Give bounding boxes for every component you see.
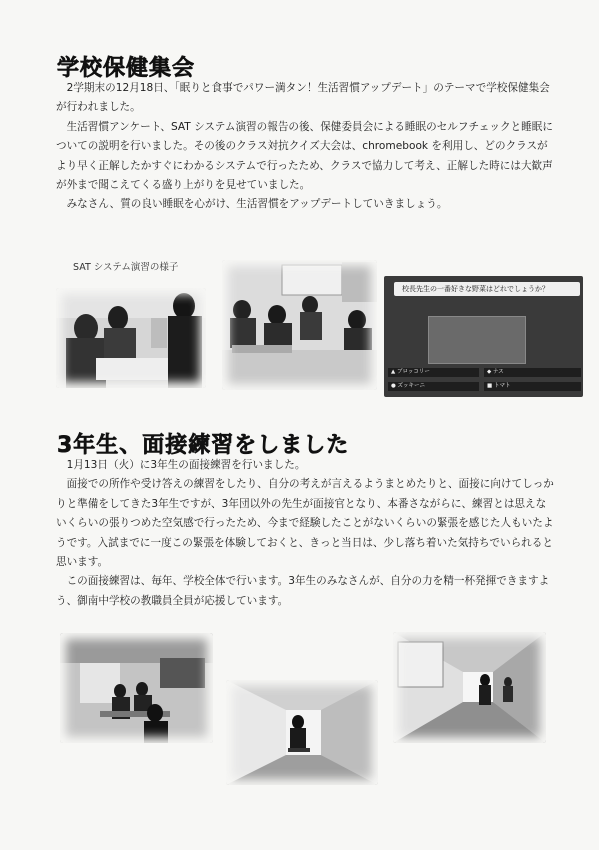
health-assembly-text	[56, 79, 554, 215]
interview-photo-2	[226, 680, 378, 785]
interview-photo-1	[60, 633, 213, 743]
quiz-image	[428, 316, 526, 364]
section-title-health-assembly: 学校保健集会	[57, 56, 196, 81]
sat-practice-photo-1	[56, 288, 206, 388]
quiz-question: 校長先生の一番好きな野菜はどれでしょうか？	[394, 282, 580, 296]
paragraph: この面接練習は、毎年、学校全体で行います。3年生のみなさんが、自分の力を精一杯発揮できますよう、御南中学校の教職員全員が応援しています。	[56, 575, 550, 607]
quiz-option: ■ トマト	[484, 382, 581, 391]
interview-practice-text	[56, 456, 554, 611]
paragraph: 面接での所作や受け答えの練習をしたり、自分の考えが言えるようまとめたりと、面接に向けてしっかりと準備をしてきた3年生ですが、3年団以外の先生が面接官となり、本番さながらに、練習とは思えないくらいの張りつめた空気感で行ったため、今まで経験したことがないくらいの緊張を感じた人もいたようです。入試までに一度この緊張を体験しておくと、きっと当日は、少し落ち着いた気持ちでいられると思います。	[56, 478, 554, 569]
paragraph: 2学期末の12月18日、「眠りと食事でパワー満タン！生活習慣アップデート」のテーマで学校保健集会が行われました。	[56, 82, 550, 114]
photo-caption: SAT システム演習の様子	[73, 262, 179, 273]
section-title-interview-practice: 3年生、面接練習をしました	[57, 433, 350, 458]
class-quiz-screen-photo	[384, 276, 583, 397]
paragraph: 1月13日（火）に3年生の面接練習を行いました。	[66, 459, 306, 471]
interview-photo-3	[393, 632, 546, 743]
paragraph: 生活習慣アンケート、SAT システム演習の報告の後、保健委員会による睡眠のセルフチェックと睡眠についての説明を行いました。その後のクラス対抗クイズ大会は、chromebook を利用し、どのクラスがより早く正解したかすぐにわかるシステムで行ったため、クラスで協力して考え、正解した時には大歓声が外まで聞こえてくる盛り上がりを見せていました。	[56, 120, 553, 192]
quiz-option: ◆ ナス	[484, 368, 581, 377]
quiz-option: ▲ ブロッコリー	[388, 368, 479, 377]
quiz-option: ● ズッキーニ	[388, 382, 479, 391]
paragraph: みなさん、質の良い睡眠を心がけ、生活習慣をアップデートしていきましょう。	[66, 198, 448, 211]
sat-practice-photo-2	[222, 260, 377, 390]
